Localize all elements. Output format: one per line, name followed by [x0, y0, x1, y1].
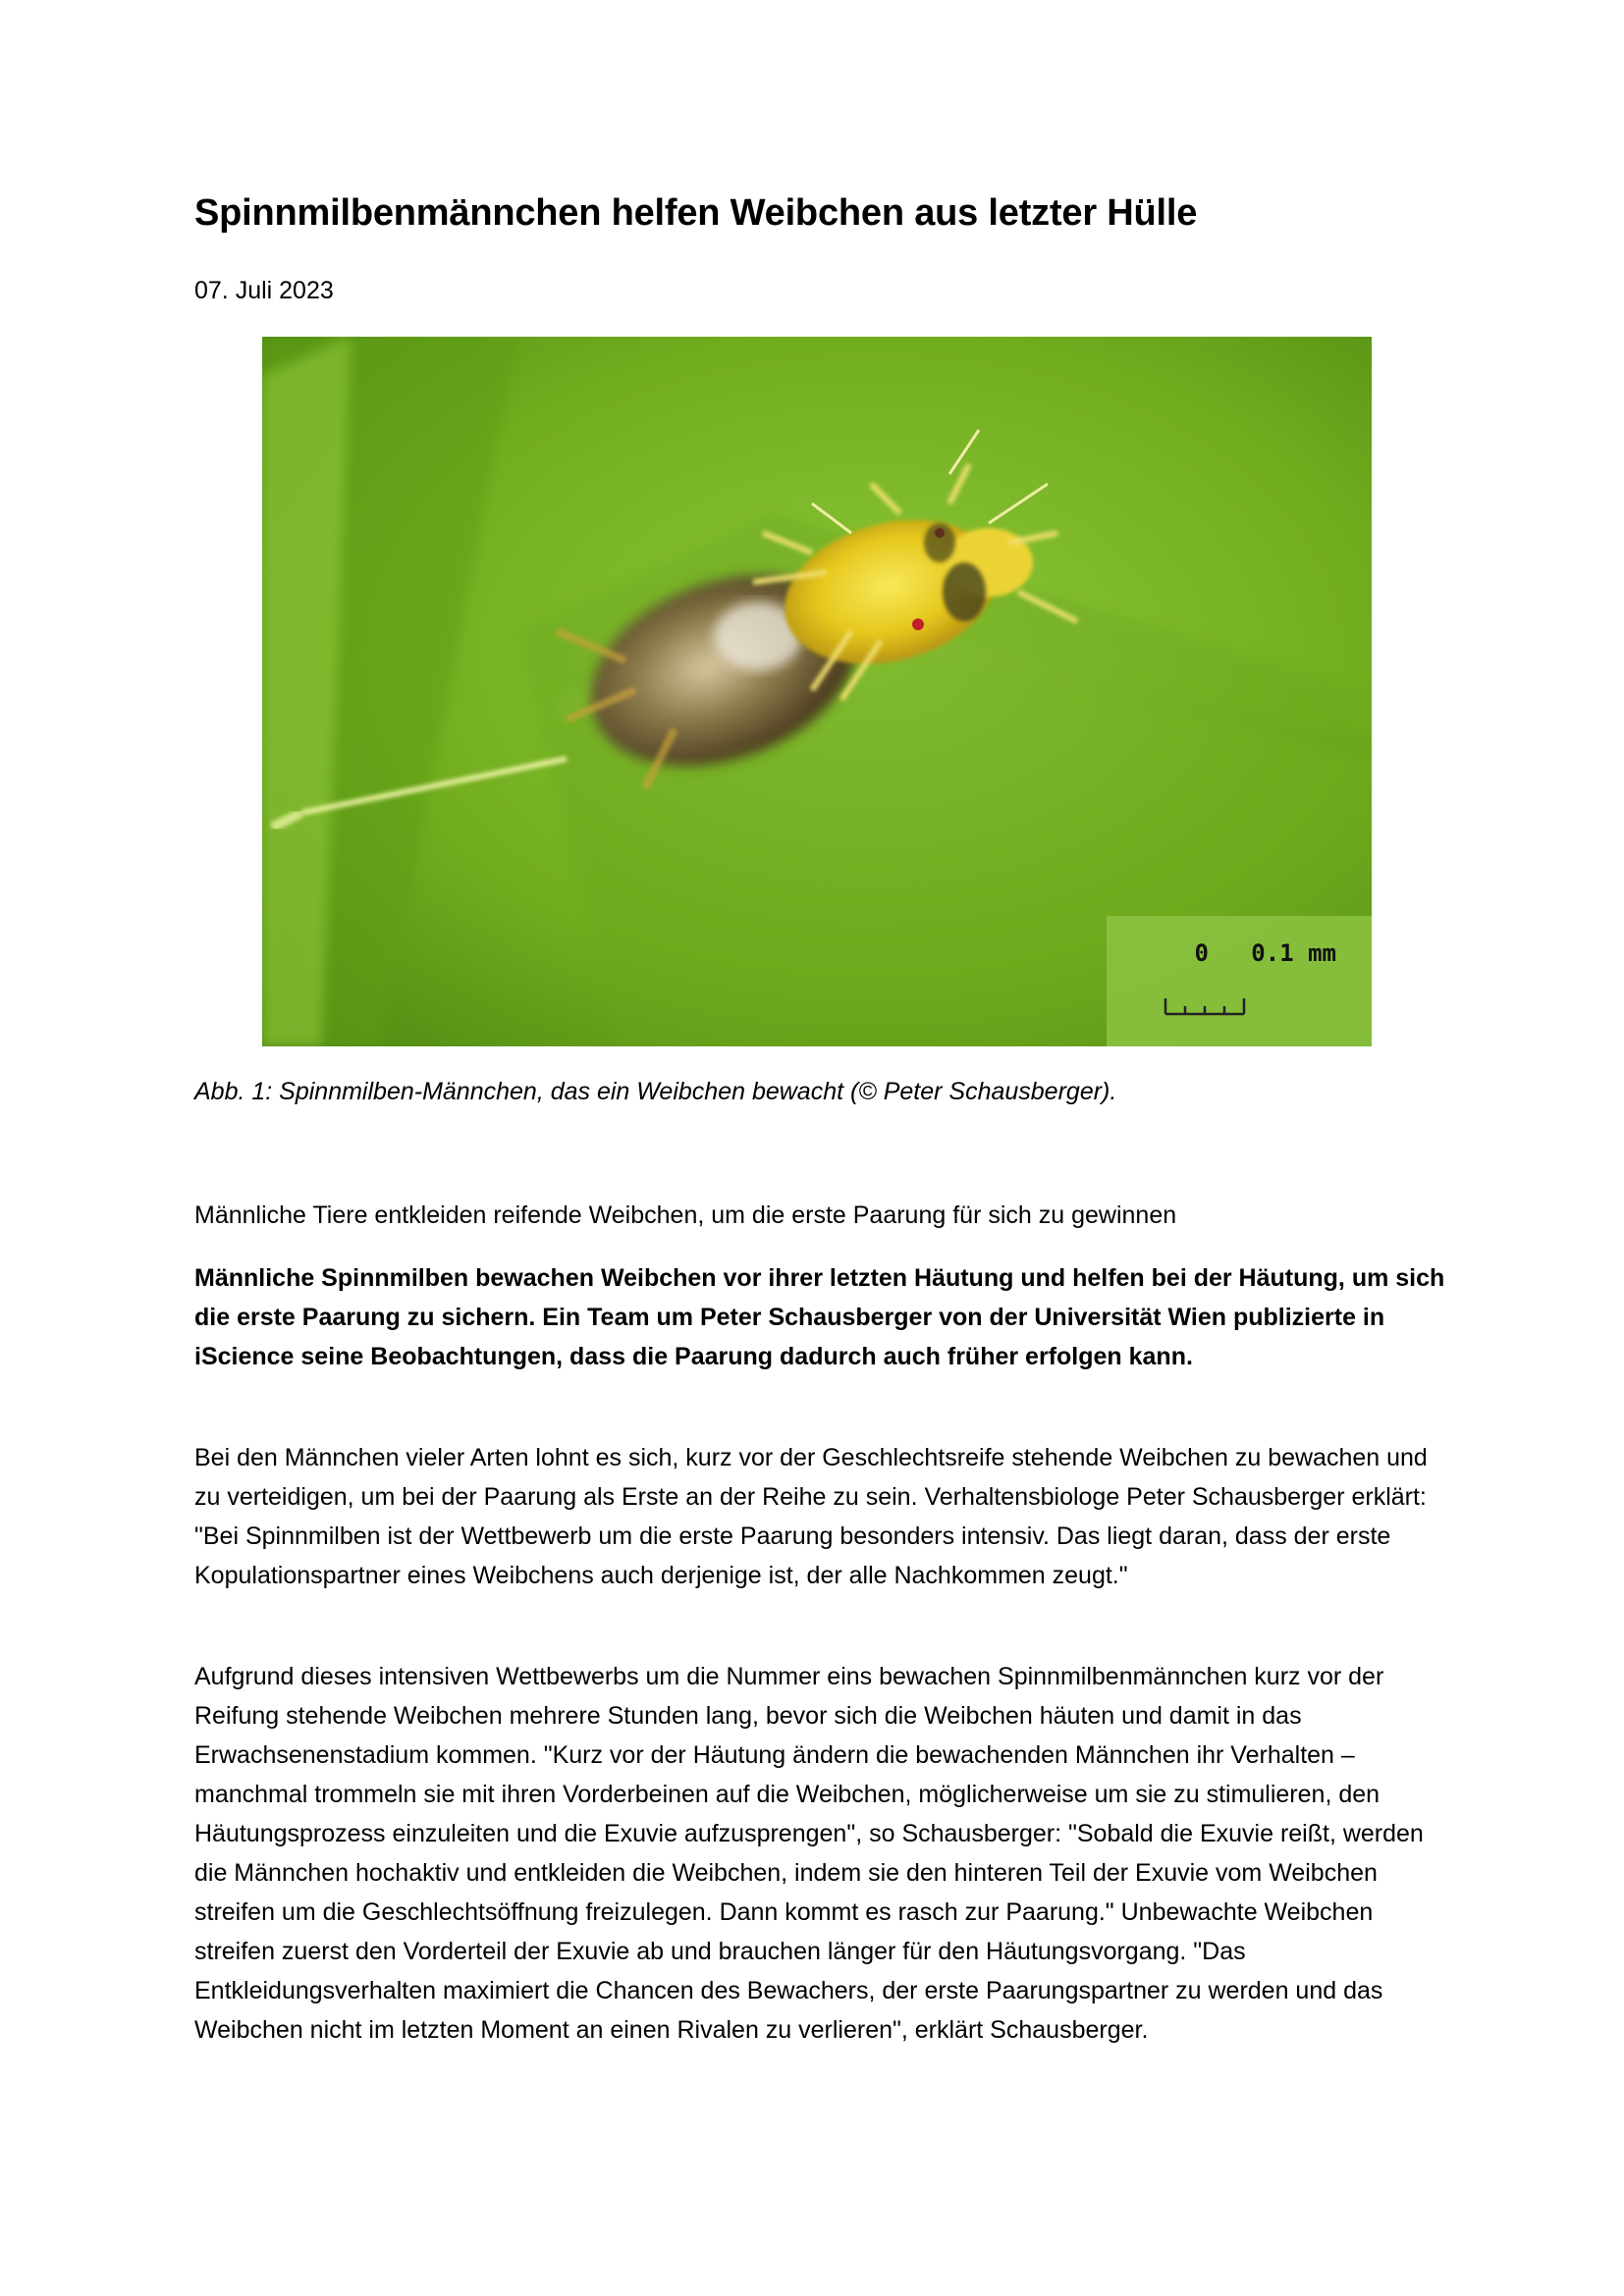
- paragraph-text: Bei den Männchen vieler Arten lohnt es sich, kurz vor der Geschlechtsreife stehende Weibchen zu bewachen und zu verteidigen, um bei der Paarung als Erste an der Reihe zu sein. Verhaltensbiologe Peter Schausberger erklärt: "Bei Spinnmilben ist der Wettbewerb um die erste Paarung besonders intensiv. Das liegt daran, dass der erste Kopulationspartner eines Weibchens auch derjenige ist, der alle Nachkommen zeugt.": [194, 1444, 1428, 1589]
- body-paragraph-2: [194, 1657, 1456, 2050]
- lead-paragraph: Männliche Spinnmilben bewachen Weibchen vor ihrer letzten Häutung und helfen bei der Häutung, um sich die erste Paarung zu sichern. Ein Team um Peter Schausberger von der Universität Wien publizierte in iScience seine Beobachtungen, dass die Paarung dadurch auch früher erfolgen kann.: [194, 1264, 1445, 1370]
- figure-caption: Abb. 1: Spinnmilben-Männchen, das ein Weibchen bewacht (© Peter Schausberger).: [194, 1078, 1117, 1105]
- body-paragraph-1: [194, 1438, 1456, 1595]
- article-title: Spinnmilbenmännchen helfen Weibchen aus letzter Hülle: [194, 192, 1198, 234]
- spider-mite-photo: [262, 337, 1372, 1046]
- article-subheading: Männliche Tiere entkleiden reifende Weibchen, um die erste Paarung für sich zu gewinnen: [194, 1201, 1177, 1229]
- scale-bar-label: 0 0.1 mm: [1194, 939, 1336, 967]
- paragraph-text: Aufgrund dieses intensiven Wettbewerbs um die Nummer eins bewachen Spinnmilbenmännchen kurz vor der Reifung stehende Weibchen mehrere Stunden lang, bevor sich die Weibchen häuten und damit in das Erwachsenenstadium kommen. "Kurz vor der Häutung ändern die bewachenden Männchen ihr Verhalten – manchmal trommeln sie mit ihren Vorderbeinen auf die Weibchen, möglicherweise um sie zu stimulieren, den Häutungsprozess einzuleiten und die Exuvie aufzusprengen", so Schausberger: "Sobald die Exuvie reißt, werden die Männchen hochaktiv und entkleiden die Weibchen, indem sie den hinteren Teil der Exuvie vom Weibchen streifen um die Geschlechtsöffnung freizulegen. Dann kommt es rasch zur Paarung." Unbewachte Weibchen streifen zuerst den Vorderteil der Exuvie ab und brauchen länger für den Häutungsvorgang. "Das Entkleidungsverhalten maximiert die Chancen des Bewachers, der erste Paarungspartner zu werden und das Weibchen nicht im letzten Moment an einen Rivalen zu verlieren", erklärt Schausberger.: [194, 1663, 1424, 2044]
- article-lead: [194, 1258, 1456, 1376]
- article-date: 07. Juli 2023: [194, 277, 334, 304]
